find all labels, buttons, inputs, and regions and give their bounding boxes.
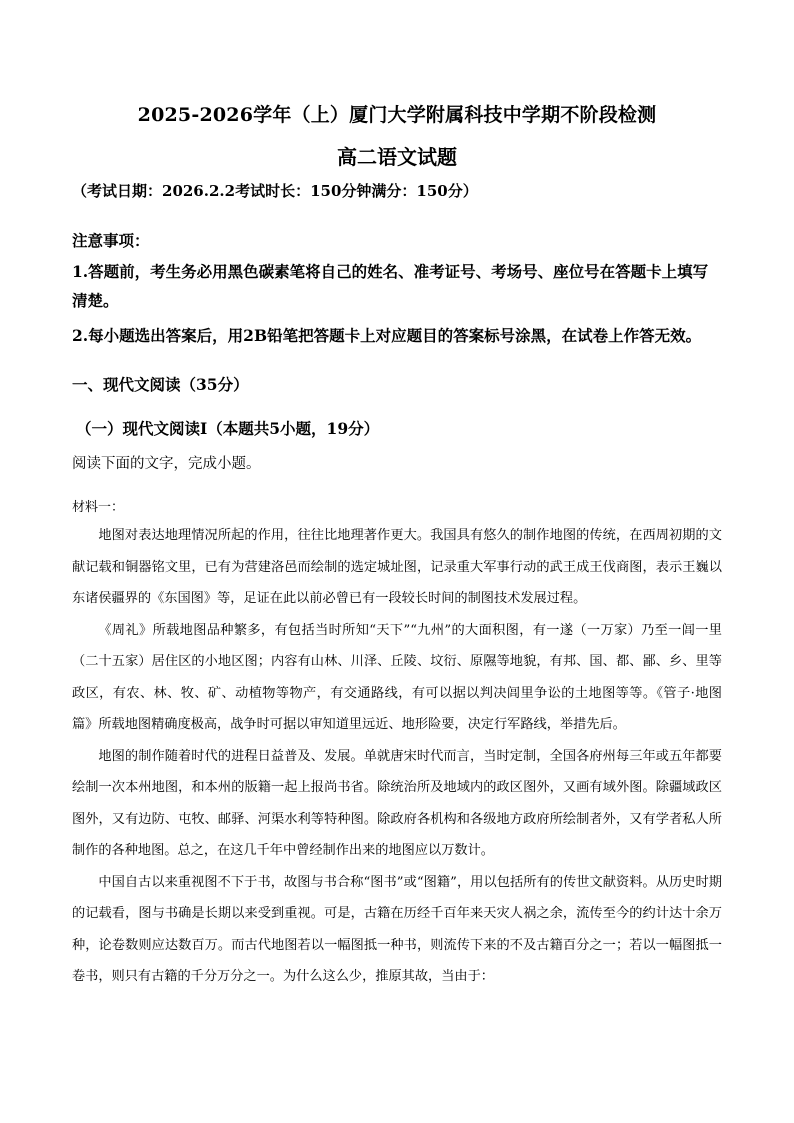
- section-heading: 一、现代文阅读（35分）: [72, 375, 249, 394]
- material-paragraph: 中国自古以来重视图不下于书，故图与书合称“图书”或“图籍”，用以包括所有的传世文献资料。从历史时期的记载看，图与书确是长期以来受到重视。可是，古籍在历经千百年来天灾人祸之余，流传至今的约计达十余万种，论卷数则应达数百万。而古代地图若以一幅图抵一种书，则流传下来的不及古籍百分之一；若以一幅图抵一卷书，则只有古籍的千分万分之一。为什么这么少，推原其故，当由于：: [72, 874, 722, 984]
- notice-item: 1.答题前，考生务必用黑色碳素笔将自己的姓名、准考证号、考场号、座位号在答题卡上填写清楚。: [72, 262, 709, 310]
- material-paragraph: 《周礼》所载地图品种繁多，有包括当时所知“天下”“九州”的大面积图，有一遂（一万家）乃至一闾一里（二十五家）居住区的小地区图；内容有山林、川泽、丘陵、坟衍、原隰等地貌，有邦、国、都、鄙、乡、里等政区，有农、林、牧、矿、动植物等物产，有交通路线，有可以据以判决闾里争讼的土地图等等。《管子·地图篇》所载地图精确度极高，战争时可据以审知道里远近、地形险要，决定行军路线，举措先后。: [72, 622, 722, 732]
- material-paragraph: 地图的制作随着时代的进程日益普及、发展。单就唐宋时代而言，当时定制，全国各府州每三年或五年都要绘制一次本州地图，和本州的版籍一起上报尚书省。除统治所及地域内的政区图外，又画有域外图。除疆域政区图外，又有边防、屯牧、邮驿、河渠水利等特种图。除政府各机构和各级地方政府所绘制者外，又有学者私人所制作的各种地图。总之，在这几千年中曾经制作出来的地图应以万数计。: [72, 748, 722, 858]
- notice-heading: 注意事项：: [72, 231, 150, 250]
- subsection-heading: （一）现代文阅读Ⅰ（本题共5小题，19分）: [76, 419, 380, 438]
- material-paragraph: 地图对表达地理情况所起的作用，往往比地理著作更大。我国具有悠久的制作地图的传统，在西周初期的文献记载和铜器铭文里，已有为营建洛邑而绘制的选定城址图，记录重大军事行动的武王成王伐商图，表示王巍以东诸侯疆界的《东国图》等，足证在此以前必曾已有一段较长时间的制图技术发展过程。: [72, 528, 722, 606]
- reading-instruction: 阅读下面的文字，完成小题。: [72, 456, 261, 472]
- exam-info: （考试日期：2026.2.2考试时长：150分钟满分：150分）: [72, 182, 478, 200]
- material-body: [72, 520, 722, 993]
- exam-title: 2025-2026学年（上）厦门大学附属科技中学期不阶段检测: [137, 104, 657, 126]
- notice-item: 2.每小题选出答案后，用2B铅笔把答题卡上对应题目的答案标号涂黑，在试卷上作答无效。: [72, 326, 702, 345]
- exam-subtitle: 高二语文试题: [337, 145, 457, 169]
- material-label: 材料一：: [72, 500, 125, 515]
